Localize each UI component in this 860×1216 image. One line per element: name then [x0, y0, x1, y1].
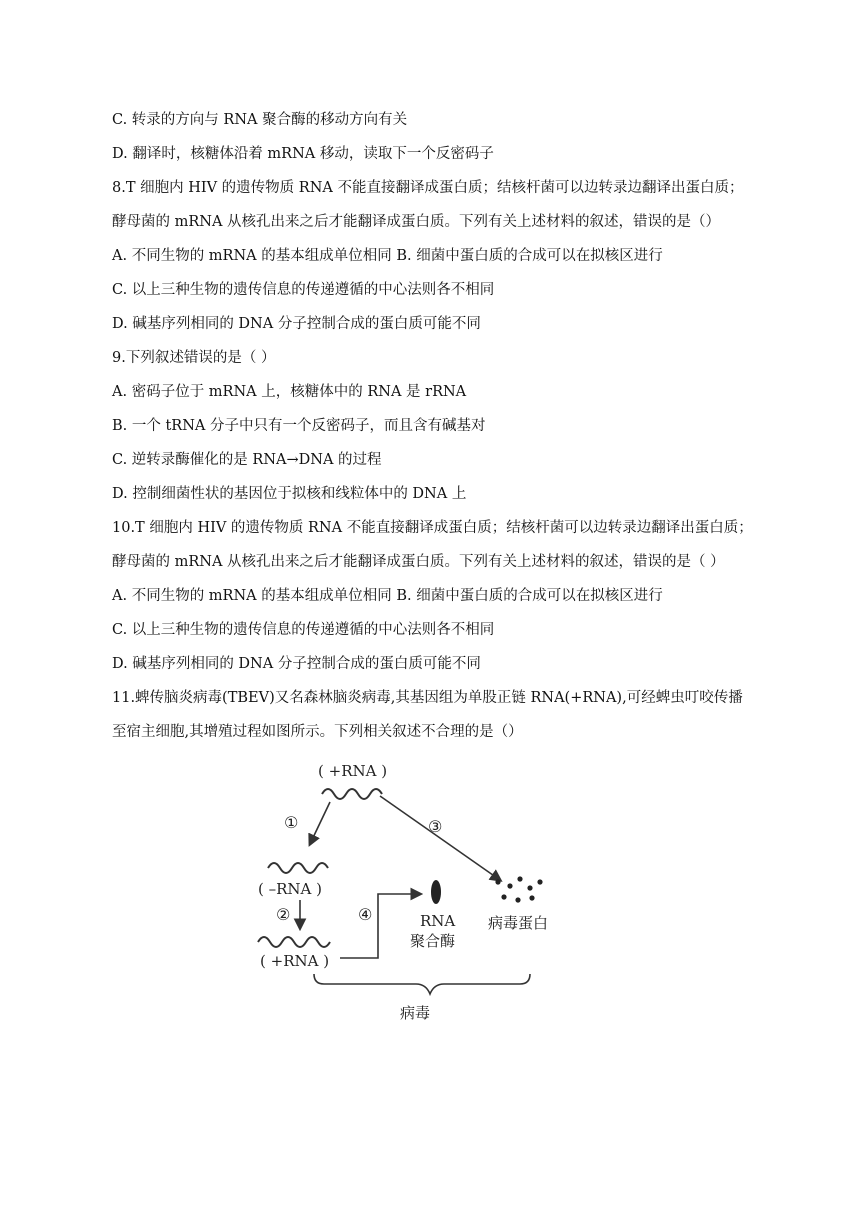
rna-polymerase-icon [431, 880, 441, 904]
plus-rna-bottom-label: ( +RNA ) [260, 952, 330, 970]
plus-rna-top-strand [322, 789, 382, 799]
question-9-option-b: B. 一个 tRNA 分子中只有一个反密码子，而且含有碱基对 [112, 418, 486, 434]
virus-label: 病毒 [400, 1004, 431, 1022]
question-8-option-d: D. 碱基序列相同的 DNA 分子控制合成的蛋白质可能不同 [112, 316, 481, 332]
arrow-step4 [340, 894, 420, 958]
option-7c: C. 转录的方向与 RNA 聚合酶的移动方向有关 [112, 112, 408, 128]
question-10-options-ab: A. 不同生物的 mRNA 的基本组成单位相同 B. 细菌中蛋白质的合成可以在拟核区进行 [112, 588, 663, 604]
question-11-stem-line2: 至宿主细胞,其增殖过程如图所示。下列相关叙述不合理的是（） [112, 724, 523, 740]
rna-polymerase-label-line1: RNA [420, 912, 456, 930]
question-10-option-c: C. 以上三种生物的遗传信息的传递遵循的中心法则各不相同 [112, 622, 495, 638]
step2-label: ② [276, 905, 291, 924]
viral-protein-dots [495, 876, 542, 902]
question-8-stem-line1: 8.T 细胞内 HIV 的遗传物质 RNA 不能直接翻译成蛋白质；结核杆菌可以边转录边翻译出蛋白质； [112, 180, 744, 196]
arrow-step1 [310, 802, 330, 844]
question-10-stem-line1: 10.T 细胞内 HIV 的遗传物质 RNA 不能直接翻译成蛋白质；结核杆菌可以边转录边翻译出蛋白质； [112, 520, 753, 536]
virus-replication-diagram [230, 752, 590, 1042]
question-8-stem-line2: 酵母菌的 mRNA 从核孔出来之后才能翻译成蛋白质。下列有关上述材料的叙述，错误的是（） [112, 214, 721, 230]
minus-rna-strand [268, 863, 328, 873]
question-9-stem: 9.下列叙述错误的是（ ） [112, 350, 276, 366]
question-8-option-c: C. 以上三种生物的遗传信息的传递遵循的中心法则各不相同 [112, 282, 495, 298]
question-10-option-d: D. 碱基序列相同的 DNA 分子控制合成的蛋白质可能不同 [112, 656, 481, 672]
question-9-option-a: A. 密码子位于 mRNA 上，核糖体中的 RNA 是 rRNA [112, 384, 467, 400]
step1-label: ① [284, 813, 299, 832]
rna-polymerase-label-line2: 聚合酶 [410, 932, 456, 950]
question-9-option-c: C. 逆转录酶催化的是 RNA→DNA 的过程 [112, 452, 382, 468]
plus-rna-bottom-strand [258, 937, 330, 947]
question-9-option-d: D. 控制细菌性状的基因位于拟核和线粒体中的 DNA 上 [112, 486, 467, 502]
question-10-stem-line2: 酵母菌的 mRNA 从核孔出来之后才能翻译成蛋白质。下列有关上述材料的叙述，错误的是（ ） [112, 554, 725, 570]
step3-label: ③ [428, 817, 443, 836]
question-11-stem-line1: 11.蜱传脑炎病毒(TBEV)又名森林脑炎病毒,其基因组为单股正链 RNA(+RNA),可经蜱虫叮咬传播 [112, 690, 743, 706]
step4-label: ④ [358, 905, 373, 924]
arrow-step3 [380, 796, 500, 880]
option-7d: D. 翻译时，核糖体沿着 mRNA 移动，读取下一个反密码子 [112, 146, 494, 162]
plus-rna-top-label: ( +RNA ) [318, 762, 388, 780]
viral-protein-label: 病毒蛋白 [488, 914, 549, 932]
question-8-options-ab: A. 不同生物的 mRNA 的基本组成单位相同 B. 细菌中蛋白质的合成可以在拟核区进行 [112, 248, 663, 264]
minus-rna-label: ( –RNA ) [258, 880, 322, 898]
virus-brace [314, 974, 530, 994]
